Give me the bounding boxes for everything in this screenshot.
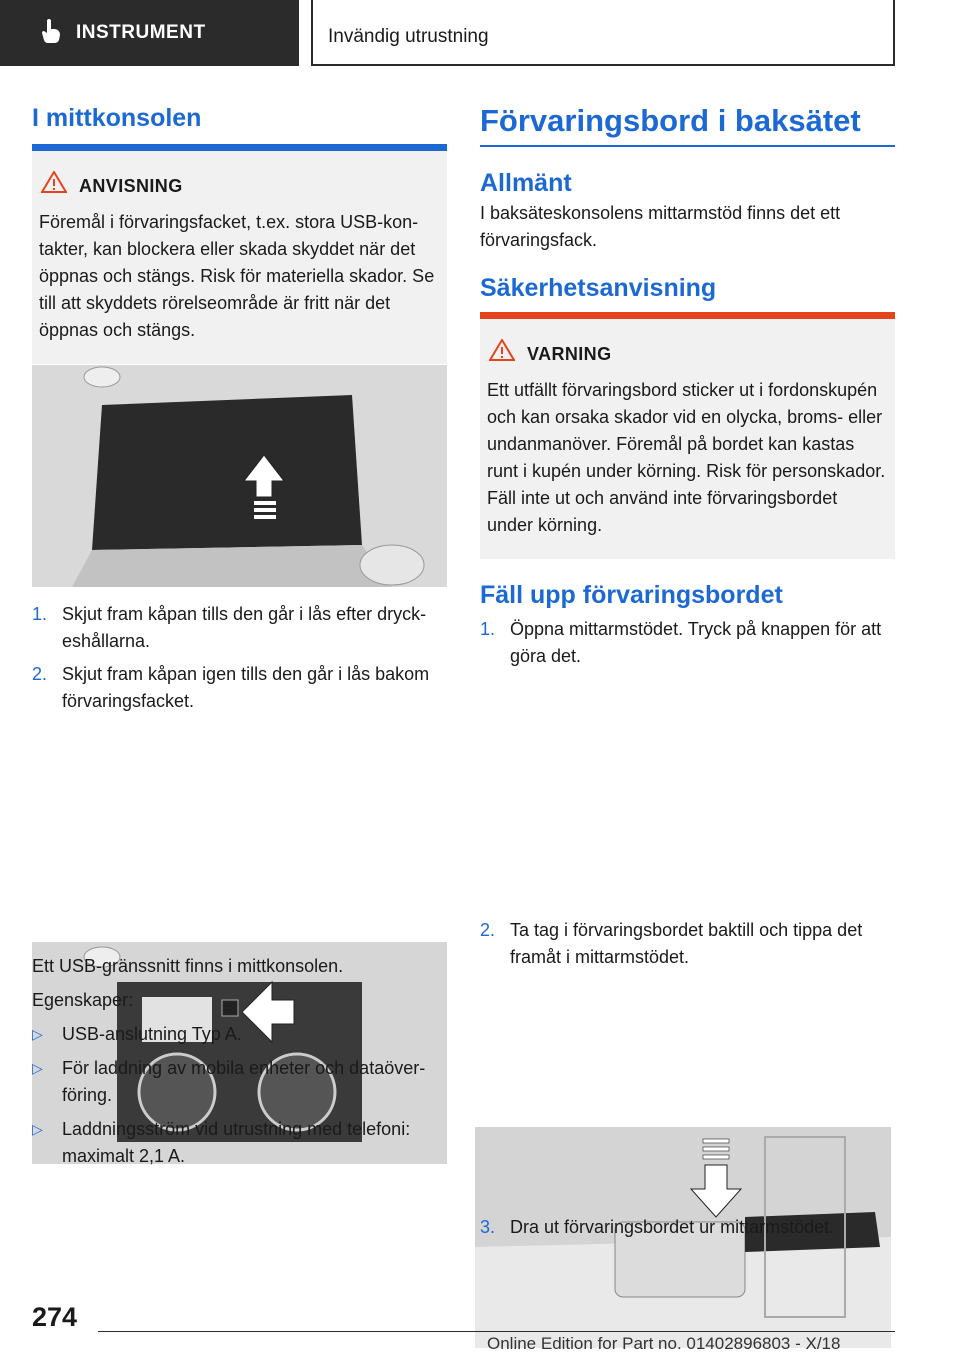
step-text: Öppna mittarmstödet. Tryck på knappen för att göra det. <box>510 619 882 666</box>
triangle-bullet-icon: ▷ <box>32 1121 43 1137</box>
section-heading: I mittkonsolen <box>32 104 202 132</box>
step-number: 2. <box>32 664 48 684</box>
section-label: INSTRUMENT <box>76 22 206 43</box>
list-item <box>32 1055 447 1109</box>
edition-text: Online Edition for Part no. 01402896803 - X/18 <box>487 1334 841 1353</box>
usb-section <box>32 953 447 1170</box>
step-number: 2. <box>480 920 496 940</box>
list-item <box>480 1214 895 1241</box>
page-number: 274 <box>32 1302 78 1332</box>
properties-label: Egenskaper: <box>32 990 134 1010</box>
notice-text: Föremål i förvaringsfacket, t.ex. stora USB-kontakter, kan blockera eller skada skyddet när det öppnas och stängs. Risk för materiella skador. Se till att skyddets rörelseområde är fritt när det öppnas och stängs. <box>39 212 435 340</box>
triangle-bullet-icon: ▷ <box>32 1026 43 1042</box>
warning-box <box>480 319 895 559</box>
footer-rule <box>98 1331 895 1332</box>
step-number: 3. <box>480 1217 496 1237</box>
triangle-bullet-icon: ▷ <box>32 1060 43 1076</box>
hand-pointer-icon <box>40 18 62 49</box>
step-number: 1. <box>480 619 496 639</box>
bullet-text: USB-anslutning Typ A. <box>62 1024 242 1044</box>
heading-rule <box>480 145 895 147</box>
step-text: Ta tag i förvaringsbordet baktill och tippa det framåt i mittarmstödet. <box>510 920 863 967</box>
warning-title: VARNING <box>527 343 612 364</box>
page-header <box>0 0 960 66</box>
right-column <box>480 103 895 670</box>
list-item <box>480 616 895 670</box>
warning-triangle-icon <box>489 339 515 369</box>
left-steps <box>32 601 447 715</box>
warning-rule <box>480 312 895 319</box>
right-step-2 <box>480 917 895 971</box>
left-column <box>32 104 447 364</box>
subheading-general: Allmänt <box>480 169 572 197</box>
warning-text: Ett utfällt förvaringsbord sticker ut i fordonskupén och kan orsaka skador vid en olycka, broms- eller undanmanöver. Föremål på bordet kan kastas runt i kupén under körning. Risk för personskador. Fäll inte ut och använd inte förvaringsbordet under körning. <box>487 380 886 535</box>
list-item <box>32 601 447 655</box>
section-tab[interactable] <box>0 0 299 66</box>
general-text: I baksäteskonsolens mittarmstöd finns det ett förvaringsfack. <box>480 203 841 250</box>
chapter-title: Invändig utrustning <box>311 0 895 66</box>
warning-triangle-icon <box>41 171 67 201</box>
step-text: Dra ut förvaringsbordet ur mittarmstödet. <box>510 1217 835 1237</box>
step-number: 1. <box>32 604 48 624</box>
list-item <box>480 917 895 971</box>
notice-title: ANVISNING <box>79 175 183 196</box>
console-cover-illustration <box>32 365 447 587</box>
step-text: Skjut fram kåpan igen tills den går i lås bakom förvaringsfacket. <box>62 664 430 711</box>
right-step-3 <box>480 1214 895 1241</box>
list-item <box>32 1021 447 1048</box>
heading-rule <box>32 144 447 151</box>
usb-text: Ett USB-gränssnitt finns i mittkonsolen. <box>32 956 344 976</box>
bullet-text: För laddning av mobila enheter och dataöverföring. <box>62 1058 426 1105</box>
bullet-text: Laddningsström vid utrustning med telefoni: maximalt 2,1 A. <box>62 1119 411 1166</box>
list-item <box>32 661 447 715</box>
subheading-fold: Fäll upp förvaringsbordet <box>480 581 783 609</box>
subheading-safety: Säkerhetsanvisning <box>480 274 717 302</box>
notice-box <box>32 151 447 364</box>
step-text: Skjut fram kåpan tills den går i lås efter dryckeshållarna. <box>62 604 427 651</box>
section-heading: Förvaringsbord i baksätet <box>480 103 861 138</box>
list-item <box>32 1116 447 1170</box>
